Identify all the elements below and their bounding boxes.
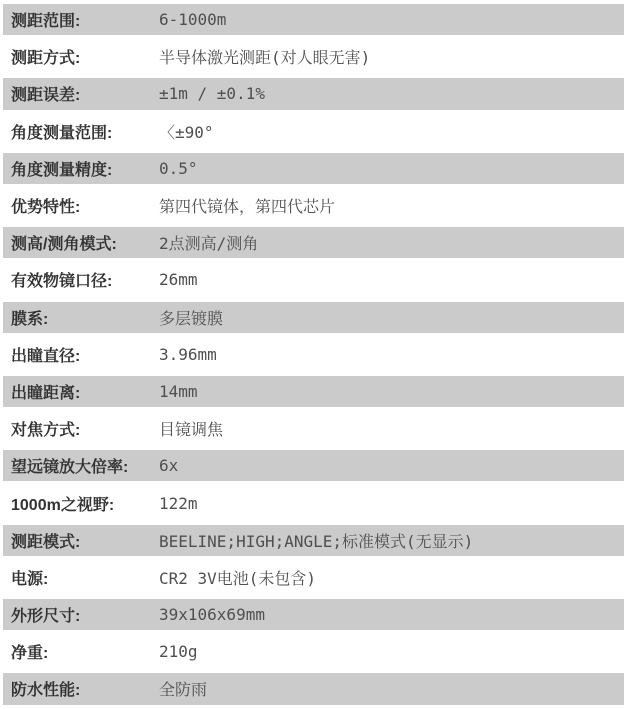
spec-value: ±1m / ±0.1%	[159, 84, 265, 104]
spec-row	[3, 116, 624, 147]
spec-value: 半导体激光测距(对人眼无害)	[159, 48, 371, 68]
spec-row	[3, 227, 624, 258]
spec-row	[3, 78, 624, 109]
spec-label: 防水性能:	[11, 682, 81, 700]
spec-row	[3, 41, 624, 72]
spec-value: 全防雨	[159, 680, 208, 700]
spec-row	[3, 153, 624, 184]
spec-row	[3, 599, 624, 630]
spec-label: 净重:	[11, 645, 49, 663]
spec-label: 测高/测角模式:	[11, 236, 117, 254]
spec-label: 测距误差:	[11, 87, 81, 105]
spec-row	[3, 413, 624, 444]
spec-value: 39x106x69mm	[159, 605, 265, 625]
spec-value: BEELINE;HIGH;ANGLE;标准模式(无显示)	[159, 531, 474, 551]
spec-value: 2点测高/测角	[159, 234, 259, 254]
spec-row	[3, 525, 624, 556]
spec-label: 出瞳距离:	[11, 384, 81, 402]
spec-label: 电源:	[11, 570, 49, 588]
spec-label: 出瞳直径:	[11, 347, 81, 365]
spec-value: 26mm	[159, 270, 198, 290]
spec-value: 14mm	[159, 381, 198, 401]
spec-row	[3, 264, 624, 295]
spec-value: 3.96mm	[159, 344, 217, 364]
spec-label: 角度测量精度:	[11, 161, 113, 179]
spec-row	[3, 562, 624, 593]
spec-row	[3, 673, 624, 704]
spec-label: 测距方式:	[11, 50, 81, 68]
spec-value: 〈±90°	[159, 122, 214, 142]
spec-row	[3, 450, 624, 481]
spec-value: 第四代镜体，第四代芯片	[159, 197, 336, 217]
spec-label: 测距范围:	[11, 13, 81, 31]
spec-label: 优势特性:	[11, 199, 81, 217]
spec-value: 目镜调焦	[159, 420, 224, 440]
spec-value: 多层镀膜	[159, 308, 224, 328]
spec-label: 对焦方式:	[11, 422, 81, 440]
spec-row	[3, 376, 624, 407]
spec-value: 0.5°	[159, 158, 198, 178]
spec-value: 210g	[159, 642, 198, 662]
spec-label: 角度测量范围:	[11, 124, 113, 142]
spec-row	[3, 190, 624, 221]
spec-row	[3, 339, 624, 370]
spec-value: 6-1000m	[159, 10, 227, 30]
spec-label: 外形尺寸:	[11, 608, 81, 626]
spec-value: CR2 3V电池(未包含)	[159, 568, 317, 588]
spec-label: 望远镜放大倍率:	[11, 459, 129, 477]
spec-row	[3, 636, 624, 667]
spec-label: 1000m之视野:	[11, 496, 115, 514]
spec-row	[3, 302, 624, 333]
spec-value: 6x	[159, 456, 179, 476]
spec-row	[3, 4, 624, 35]
spec-row	[3, 487, 624, 518]
spec-label: 膜系:	[11, 310, 49, 328]
spec-label: 测距模式:	[11, 533, 81, 551]
spec-value: 122m	[159, 493, 198, 513]
spec-label: 有效物镜口径:	[11, 273, 113, 291]
